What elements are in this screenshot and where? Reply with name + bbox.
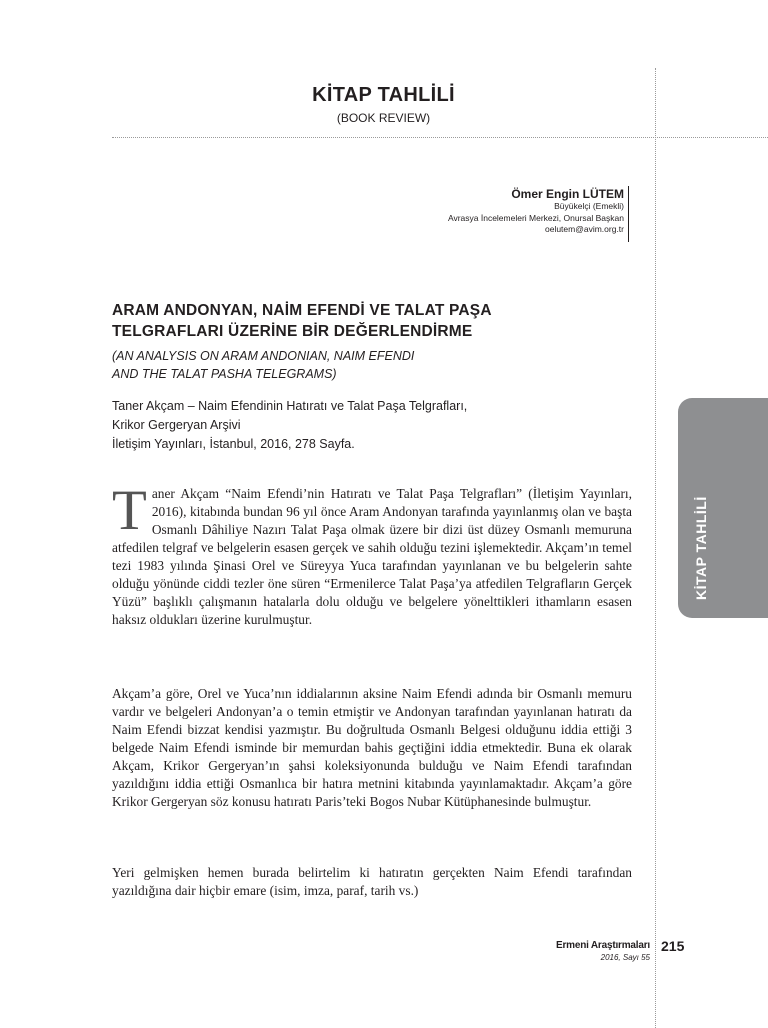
paragraph-text: Akçam’a göre, Orel ve Yuca’nın iddialarının aksine Naim Efendi adında bir Osmanlı memuru vardır ve belgeleri Andonyan’a o temin etmiştir ve Andonyan tarafından yayınlanan hatıratı da Naim Efendi bizzat kendisi yazmıştır. Bu doğrultuda Osmanlı Belgesi olduğunu iddia ettiği 3 belgede Naim Efendi isminde bir memurdan bahis geçtiğini iddia etmektedir. Buna ek olarak Akçam, Krikor Gergeryan’ın şahsi koleksiyonunda bulduğu ve Naim Efendi tarafından yazıldığını iddia ettiği Osmanlıca bir hatıra metnini kitabında yayınlamaktadır. Akçam’a göre Krikor Gergeryan söz konusu hatıratı Paris’teki Bogos Nubar Kütüphanesinde bulmuştur. (112, 686, 632, 809)
author-email[interactable]: oelutem@avim.org.tr (544, 224, 624, 234)
author-affiliation: Avrasya İncelemeleri Merkezi, Onursal Başkan (447, 212, 624, 223)
author-name: Ömer Engin LÜTEM (511, 187, 624, 201)
footer-journal: Ermeni Araştırmaları (555, 940, 650, 951)
book-info (112, 397, 467, 454)
section-tab (678, 398, 768, 618)
article-subtitle-line: (AN ANALYSIS ON ARAM ANDONIAN, NAIM EFENDI (112, 349, 415, 363)
article-subtitle (112, 347, 414, 383)
header-divider (112, 137, 768, 138)
margin-rule (655, 68, 656, 1028)
book-info-line: İletişim Yayınları, İstanbul, 2016, 278 Sayfa. (112, 437, 355, 451)
author-block (448, 187, 624, 236)
paragraph-text: aner Akçam “Naim Efendi’nin Hatıratı ve Talat Paşa Telgrafları” (İletişim Yayınları, 2016), kitabında bundan 96 yıl önce Aram Andonyan tarafında yayınlanmış olan ve başta Osmanlı Dâhiliye Nazırı Talat Paşa olmak üzere bir dizi üst düzey Osmanlı memuruna atfedilen telgraf ve belgelerin esasen gerçek ve sahih olduğu tezini işlemektedir. Akçam’ın temel tezi 1983 yılında Şinasi Orel ve Süreyya Yuca tarafından yayınlanan ve bu belgelerin sahte olduğu yönünde ciddi tezler öne süren “Ermenilerce Talat Paşa’ya atfedilen Telgrafların Gerçek Yüzü” başlıklı çalışmanın hatalarla dolu olduğu ve belgelere yönelttikleri ithamların esasen haksız oldukları üzerine kurulmuştur. (112, 486, 632, 627)
page-subtitle: (BOOK REVIEW) (336, 111, 431, 125)
body-paragraph-2 (112, 685, 632, 811)
article-title (112, 300, 492, 342)
book-info-line: Taner Akçam – Naim Efendinin Hatıratı ve Talat Paşa Telgrafları, (112, 399, 468, 413)
article-title-line: ARAM ANDONYAN, NAİM EFENDİ VE TALAT PAŞA (112, 302, 492, 319)
article-title-line: TELGRAFLARI ÜZERİNE BİR DEĞERLENDİRME (112, 323, 473, 340)
footer-issue: 2016, Sayı 55 (600, 953, 650, 962)
body-paragraph-1 (112, 479, 632, 629)
section-tab-label: KİTAP TAHLİLİ (693, 496, 709, 600)
article-subtitle-line: AND THE TALAT PASHA TELEGRAMS) (112, 367, 337, 381)
author-title: Büyükelçi (Emekli) (554, 201, 624, 211)
paragraph-text: Yeri gelmişken hemen burada belirtelim ki hatıratın gerçekten Naim Efendi tarafından yazıldığına dair hiçbir emare (isim, imza, paraf, tarih vs.) (112, 865, 632, 898)
page-number: 215 (661, 938, 685, 954)
drop-cap: T (112, 479, 147, 542)
body-paragraph-3 (112, 864, 632, 900)
page-title: KİTAP TAHLİLİ (312, 84, 455, 106)
book-info-line: Krikor Gergeryan Arşivi (112, 418, 241, 432)
author-bar (628, 186, 629, 242)
